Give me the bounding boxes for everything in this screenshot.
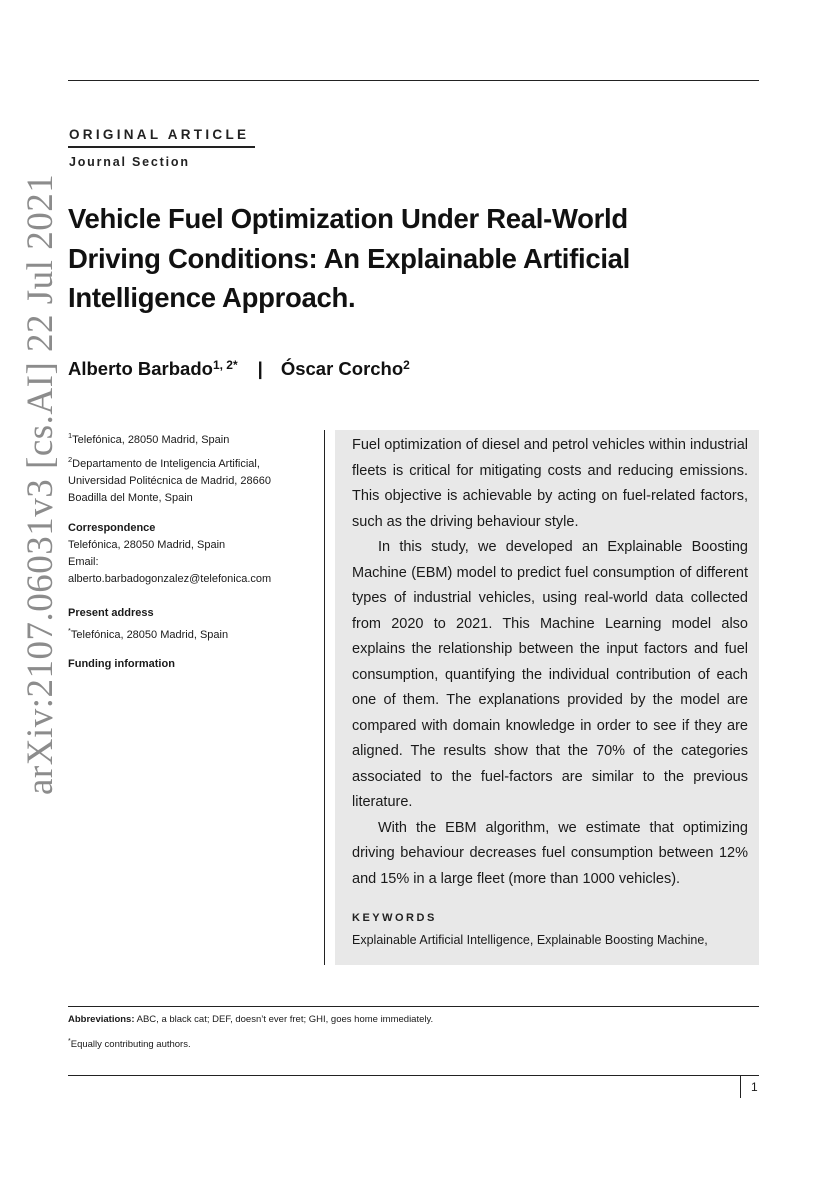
title-line: Intelligence Approach. <box>68 282 356 313</box>
correspondence-email[interactable]: alberto.barbadogonzalez@telefonica.com <box>68 573 272 585</box>
author-affiliation-mark: 1, 2* <box>212 358 238 372</box>
keywords-heading: KEYWORDS <box>352 912 437 924</box>
affiliation-1 <box>68 427 308 449</box>
affiliation-2 <box>68 451 308 507</box>
affiliation-text: Boadilla del Monte, Spain <box>68 492 193 504</box>
funding-label: Funding information <box>68 658 175 670</box>
present-address-label: Present address <box>68 607 154 619</box>
page-number-divider <box>740 1076 741 1098</box>
affiliation-text: Universidad Politécnica de Madrid, 28660 <box>68 475 272 487</box>
affiliation-number: 2 <box>68 455 73 464</box>
title-line: Driving Conditions: An Explainable Artificial <box>68 242 631 274</box>
abstract-text <box>352 433 748 892</box>
affiliation-text: Departamento de Inteligencia Artificial, <box>72 458 260 470</box>
abbreviations-text: ABC, a black cat; DEF, doesn’t ever fret; GHI, goes home immediately. <box>134 1014 434 1025</box>
article-type-underline <box>68 146 255 148</box>
present-address-text: Telefónica, 28050 Madrid, Spain <box>70 629 229 641</box>
footnote-rule <box>68 1006 759 1007</box>
author-name: Óscar Corcho <box>280 358 404 379</box>
email-label: Email: <box>68 556 99 568</box>
author-separator: | <box>257 358 263 379</box>
present-address-mark: * <box>68 626 71 635</box>
keywords-text: Explainable Artificial Intelligence, Explainable Boosting Machine, <box>352 933 708 947</box>
bottom-rule <box>68 1075 759 1076</box>
author-name: Alberto Barbado <box>68 358 213 379</box>
author-list <box>68 358 410 380</box>
abstract-paragraph: Fuel optimization of diesel and petrol vehicles within industrial fleets is critical for mitigating costs and reducing emissions. This objective is achievable by acting on fuel-related factors, such as the driving behaviour style. <box>352 437 748 530</box>
arxiv-sidebar-stamp: arXiv:2107.06031v3 [cs.AI] 22 Jul 2021 <box>20 173 61 795</box>
abstract-paragraph: With the EBM algorithm, we estimate that optimizing driving behaviour decreases fuel consumption between 12% and 15% in a large fleet (more than 1000 vehicles). <box>352 819 748 887</box>
funding-block <box>68 656 308 673</box>
abbreviations-footnote <box>68 1014 433 1025</box>
correspondence-block <box>68 520 308 588</box>
paper-title <box>68 199 768 318</box>
abstract-rule <box>324 430 325 965</box>
correspondence-label: Correspondence <box>68 522 156 534</box>
author-affiliation-mark: 2 <box>403 358 410 372</box>
abbreviations-label: Abbreviations: <box>68 1014 135 1025</box>
page-number: 1 <box>751 1080 758 1094</box>
equal-contribution-text: Equally contributing authors. <box>70 1039 191 1050</box>
affiliation-number: 1 <box>68 431 73 440</box>
correspondence-address: Telefónica, 28050 Madrid, Spain <box>68 539 226 551</box>
footnote-mark: * <box>68 1038 71 1045</box>
journal-section: Journal Section <box>69 155 190 169</box>
top-rule <box>68 80 759 81</box>
abstract-paragraph: In this study, we developed an Explainable Boosting Machine (EBM) model to predict fuel consumption of different types of industrial vehicles, using real-world data collected from 2020 to 2021. This Machine Learning model also explains the relationship between the input factors and fuel consumption, quantifying the individual contribution of each one of them. The explanations provided by the model are compared with domain knowledge in order to see if they are aligned. The results show that the 70% of the categories associated to the fuel-factors are similar to the previous literature. <box>352 539 748 810</box>
equal-contribution-footnote <box>68 1038 191 1050</box>
article-type: ORIGINAL ARTICLE <box>69 127 250 142</box>
title-line: Vehicle Fuel Optimization Under Real-World <box>68 203 628 234</box>
affiliation-text: Telefónica, 28050 Madrid, Spain <box>72 434 230 446</box>
present-address-block <box>68 605 308 644</box>
